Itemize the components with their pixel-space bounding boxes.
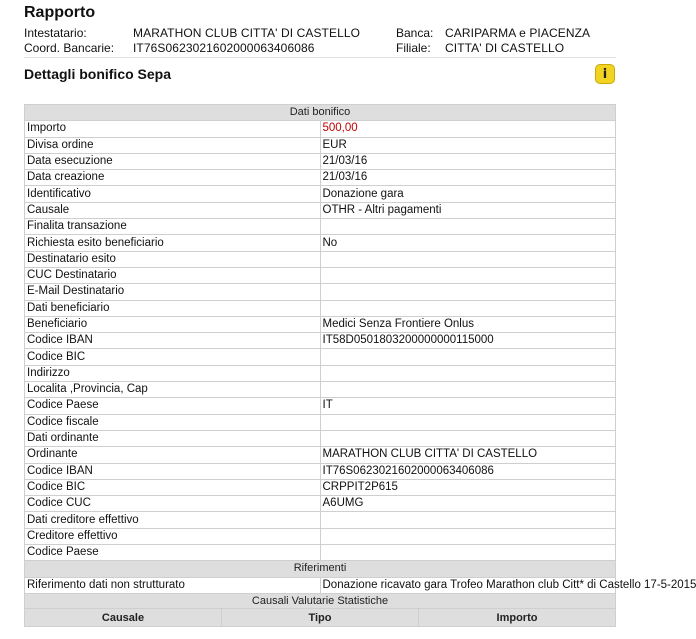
stats-col-importo[interactable]: Importo — [419, 609, 616, 627]
table-row — [25, 284, 616, 300]
field-value: 21/03/16 — [320, 153, 616, 169]
field-label: Identificativo — [25, 186, 321, 202]
references-label: Riferimento dati non strutturato — [25, 577, 321, 593]
table-row — [25, 577, 616, 593]
field-label: Codice IBAN — [25, 333, 321, 349]
table-row — [25, 251, 616, 267]
info-icon[interactable] — [595, 64, 615, 84]
references-header-row — [25, 561, 616, 577]
table-row — [25, 333, 616, 349]
field-value: OTHR - Altri pagamenti — [320, 202, 616, 218]
table-row — [25, 202, 616, 218]
table-row — [25, 316, 616, 332]
table-row — [25, 267, 616, 283]
field-value — [320, 251, 616, 267]
field-label: Causale — [25, 202, 321, 218]
holder-label: Intestatario: — [24, 26, 87, 40]
bank-coords-value: IT76S0623021602000063406086 — [133, 41, 315, 55]
field-value — [320, 284, 616, 300]
field-label: Creditore effettivo — [25, 528, 321, 544]
field-label: Data creazione — [25, 170, 321, 186]
field-value — [320, 382, 616, 398]
table-row — [25, 382, 616, 398]
stats-header: Causali Valutarie Statistiche — [25, 593, 616, 609]
report-holder-info — [24, 26, 360, 56]
table-row — [25, 545, 616, 561]
field-label: Importo — [25, 121, 321, 137]
table-row — [25, 414, 616, 430]
field-value: IT58D0501803200000000115000 — [320, 333, 616, 349]
table-row — [25, 170, 616, 186]
field-value: IT — [320, 398, 616, 414]
field-label: Dati creditore effettivo — [25, 512, 321, 528]
field-label: Dati ordinante — [25, 430, 321, 446]
info-icon-glyph: i — [602, 66, 608, 82]
field-label: Beneficiario — [25, 316, 321, 332]
field-label: Data esecuzione — [25, 153, 321, 169]
table-row — [25, 121, 616, 137]
field-value — [320, 267, 616, 283]
table-row — [25, 365, 616, 381]
field-value: 500,00 — [320, 121, 616, 137]
field-label: Dati beneficiario — [25, 300, 321, 316]
stats-header-row — [25, 609, 616, 627]
field-label: Divisa ordine — [25, 137, 321, 153]
field-value — [320, 430, 616, 446]
field-value — [320, 512, 616, 528]
table-row — [25, 137, 616, 153]
field-label: E-Mail Destinatario — [25, 284, 321, 300]
field-value — [320, 528, 616, 544]
stats-table — [24, 608, 616, 627]
field-label: Codice fiscale — [25, 414, 321, 430]
field-value — [320, 219, 616, 235]
field-value: EUR — [320, 137, 616, 153]
bank-value: CARIPARMA e PIACENZA — [445, 26, 591, 40]
table-row — [25, 496, 616, 512]
bank-coords-label: Coord. Bancarie: — [24, 41, 115, 55]
branch-label: Filiale: — [396, 41, 431, 55]
divider — [24, 57, 616, 58]
field-label: Codice CUC — [25, 496, 321, 512]
field-value: A6UMG — [320, 496, 616, 512]
field-label: Localita ,Provincia, Cap — [25, 382, 321, 398]
branch-value: CITTA' DI CASTELLO — [445, 41, 565, 55]
field-value: MARATHON CLUB CITTA' DI CASTELLO — [320, 447, 616, 463]
field-label: Indirizzo — [25, 365, 321, 381]
stats-col-tipo[interactable]: Tipo — [222, 609, 419, 627]
table-row — [25, 153, 616, 169]
field-value: Donazione gara — [320, 186, 616, 202]
report-title: Rapporto — [24, 4, 96, 21]
field-value — [320, 300, 616, 316]
table-row — [25, 447, 616, 463]
table-row — [25, 186, 616, 202]
table-row — [25, 219, 616, 235]
field-label: Codice BIC — [25, 349, 321, 365]
field-value: Medici Senza Frontiere Onlus — [320, 316, 616, 332]
field-value — [320, 545, 616, 561]
table-row — [25, 463, 616, 479]
holder-value: MARATHON CLUB CITTA' DI CASTELLO — [133, 26, 361, 40]
stats-col-causale[interactable]: Causale — [25, 609, 222, 627]
field-value: IT76S0623021602000063406086 — [320, 463, 616, 479]
field-value: 21/03/16 — [320, 170, 616, 186]
transfer-details-table — [24, 104, 696, 610]
field-label: Codice BIC — [25, 479, 321, 495]
field-value: CRPPIT2P615 — [320, 479, 616, 495]
field-label: Codice Paese — [25, 545, 321, 561]
details-header: Dati bonifico — [25, 105, 616, 121]
table-row — [25, 479, 616, 495]
field-value — [320, 414, 616, 430]
table-row — [25, 512, 616, 528]
field-value — [320, 349, 616, 365]
section-title: Dettagli bonifico Sepa — [24, 66, 172, 82]
details-header-row — [25, 105, 616, 121]
table-row — [25, 430, 616, 446]
table-row — [25, 528, 616, 544]
field-label: Codice Paese — [25, 398, 321, 414]
field-label: Destinatario esito — [25, 251, 321, 267]
table-row — [25, 300, 616, 316]
field-label: Finalita transazione — [25, 219, 321, 235]
table-row — [25, 349, 616, 365]
references-header: Riferimenti — [25, 561, 616, 577]
field-label: Richiesta esito beneficiario — [25, 235, 321, 251]
field-label: Ordinante — [25, 447, 321, 463]
field-value — [320, 365, 616, 381]
table-row — [25, 398, 616, 414]
report-bank-info — [396, 26, 590, 56]
field-value: No — [320, 235, 616, 251]
references-value: Donazione ricavato gara Trofeo Marathon club Citt* di Castello 17-5-2015 — [320, 577, 616, 593]
bank-label: Banca: — [396, 26, 434, 40]
table-row — [25, 235, 616, 251]
field-label: Codice IBAN — [25, 463, 321, 479]
field-label: CUC Destinatario — [25, 267, 321, 283]
